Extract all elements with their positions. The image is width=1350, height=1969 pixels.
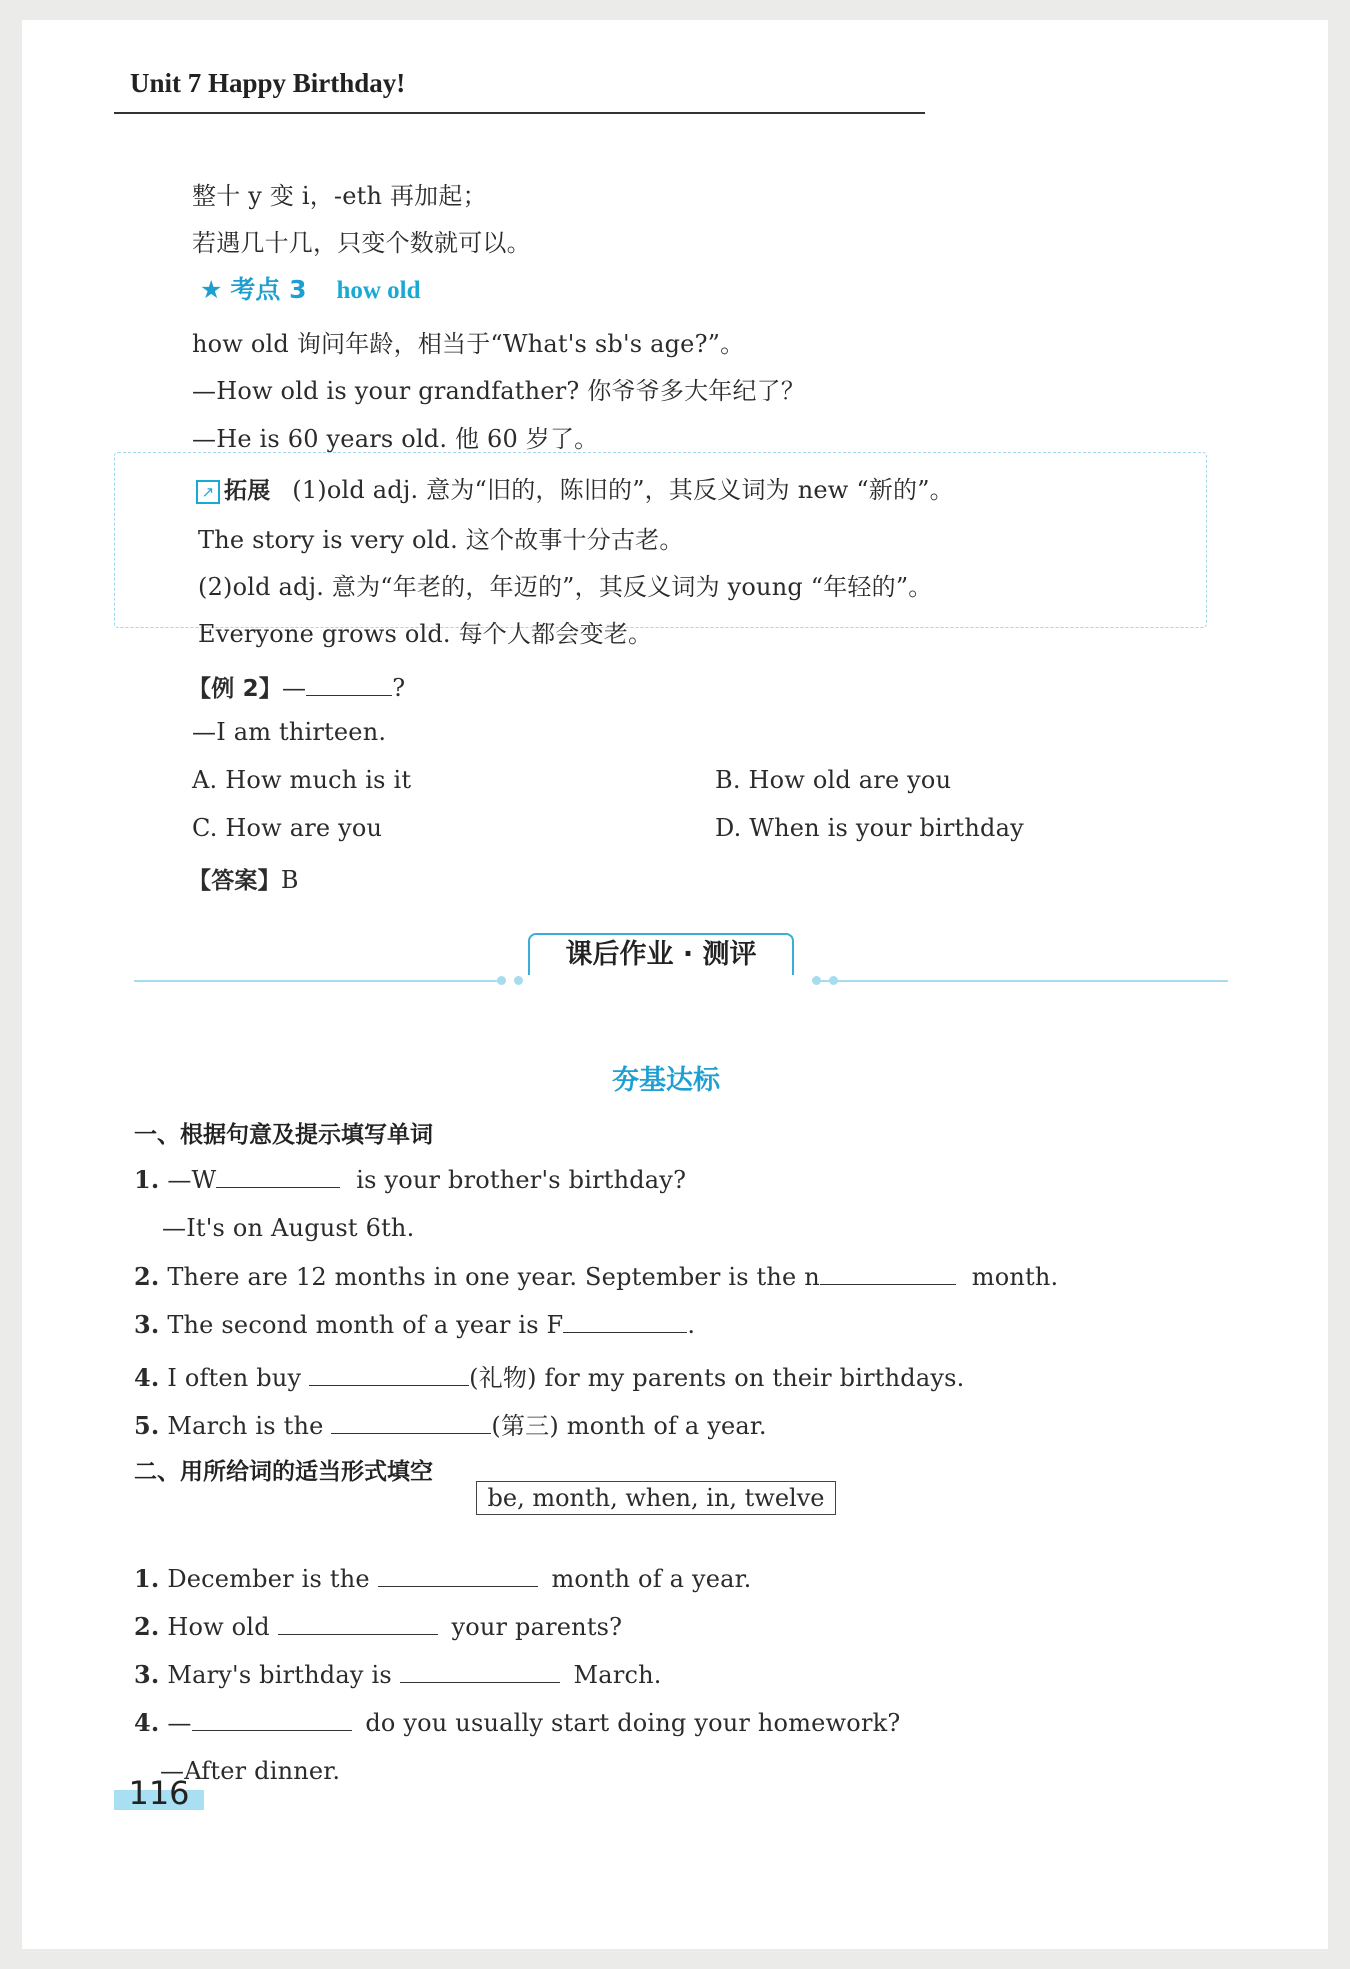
example-answer <box>188 862 299 895</box>
p2-q3-pre: Mary's birthday is <box>167 1661 392 1689</box>
p2-q4-pre: — <box>167 1709 192 1737</box>
part1-heading: 一、根据句意及提示填写单词 <box>134 1122 433 1148</box>
section-dot-right-2 <box>829 976 838 985</box>
p1-q2 <box>134 1262 1058 1291</box>
p1-q2-num: 2. <box>134 1262 160 1291</box>
star-icon: ★ <box>200 275 223 304</box>
section-title: 课后作业 · 测评 <box>528 933 794 975</box>
option-a[interactable]: A. How much is it <box>192 766 412 794</box>
p2-q1-num: 1. <box>134 1564 160 1593</box>
kaodian-label: 考点 3 <box>230 275 307 304</box>
extension-label: 拓展 <box>224 478 271 504</box>
extend-arrow-icon: ↗ <box>196 480 220 504</box>
answer-value: B <box>280 866 299 894</box>
p2-q2-blank[interactable] <box>278 1612 438 1635</box>
p1-q5 <box>134 1406 767 1441</box>
p1-q1-blank[interactable] <box>216 1165 340 1188</box>
word-bank: be, month, when, in, twelve <box>476 1481 836 1515</box>
option-b[interactable]: B. How old are you <box>715 766 952 794</box>
p1-q2-post: month. <box>971 1263 1059 1291</box>
part2-heading: 二、用所给词的适当形式填空 <box>134 1459 433 1485</box>
section-line-right <box>818 980 1228 982</box>
p2-q2-pre: How old <box>167 1613 270 1641</box>
explain-line-1: how old 询问年龄，相当于“What's sb's age?”。 <box>192 330 745 358</box>
p2-q3-post: March. <box>573 1661 662 1689</box>
option-c[interactable]: C. How are you <box>192 814 383 842</box>
p2-q4-reply: —After dinner. <box>160 1757 341 1785</box>
p1-q3-num: 3. <box>134 1310 160 1339</box>
extension-line-3: (2)old adj. 意为“年老的，年迈的”，其反义词为 young “年轻的”。 <box>198 573 933 601</box>
explain-line-2: —How old is your grandfather? 你爷爷多大年纪了？ <box>192 377 806 405</box>
example-dash: — <box>282 674 307 702</box>
p1-q3-pre: The second month of a year is F <box>167 1311 564 1339</box>
p1-q3-blank[interactable] <box>563 1310 687 1333</box>
example-question <box>188 670 405 703</box>
p1-q4-num: 4. <box>134 1363 160 1392</box>
section-subtitle: 夯基达标 <box>612 1065 720 1096</box>
unit-header: Unit 7 Happy Birthday! <box>130 68 406 98</box>
section-dot-right <box>812 976 821 985</box>
p1-q3-post: . <box>687 1311 696 1339</box>
p1-q4 <box>134 1358 964 1393</box>
example-qmark: ? <box>392 674 406 702</box>
p2-q3-num: 3. <box>134 1660 160 1689</box>
p1-q1-num: 1. <box>134 1165 160 1194</box>
section-dot-left <box>497 976 506 985</box>
p1-q5-post: (第三) month of a year. <box>491 1412 767 1440</box>
header-rule <box>114 112 925 114</box>
p1-q1-reply: —It's on August 6th. <box>162 1214 415 1242</box>
p2-q4 <box>134 1708 900 1737</box>
p2-q2 <box>134 1612 622 1641</box>
p2-q3-blank[interactable] <box>400 1660 560 1683</box>
p1-q1 <box>134 1165 686 1194</box>
p1-q3 <box>134 1310 695 1339</box>
p1-q5-num: 5. <box>134 1411 160 1440</box>
p2-q1-post: month of a year. <box>551 1565 752 1593</box>
p1-q4-pre: I often buy <box>167 1364 302 1392</box>
p2-q4-num: 4. <box>134 1708 160 1737</box>
extension-line-4: Everyone grows old. 每个人都会变老。 <box>198 620 653 648</box>
p1-q2-blank[interactable] <box>820 1262 956 1285</box>
rhyme-line-1: 整十 y 变 i，-eth 再加起； <box>192 182 487 210</box>
rhyme-line-2: 若遇几十几，只变个数就可以。 <box>192 229 531 257</box>
explain-line-3: —He is 60 years old. 他 60 岁了。 <box>192 425 599 453</box>
p1-q2-pre: There are 12 months in one year. September is the n <box>167 1263 820 1291</box>
p1-q1-pre: —W <box>167 1166 217 1194</box>
p2-q3 <box>134 1660 662 1689</box>
p2-q1 <box>134 1564 751 1593</box>
p1-q4-post: (礼物) for my parents on their birthdays. <box>469 1364 965 1392</box>
p2-q2-post: your parents? <box>451 1613 623 1641</box>
section-dot-left-2 <box>514 976 523 985</box>
kaodian-heading <box>200 270 421 306</box>
page-number: 116 <box>128 1774 190 1812</box>
p1-q5-blank[interactable] <box>331 1411 491 1434</box>
p2-q2-num: 2. <box>134 1612 160 1641</box>
answer-tag: 【答案】 <box>188 868 281 894</box>
extension-line-2: The story is very old. 这个故事十分古老。 <box>198 526 684 554</box>
p2-q4-blank[interactable] <box>192 1708 352 1731</box>
p2-q1-blank[interactable] <box>378 1564 538 1587</box>
example-tag: 【例 2】 <box>188 676 283 702</box>
example-blank[interactable] <box>306 673 392 696</box>
example-reply: —I am thirteen. <box>192 718 387 746</box>
kaodian-topic: how old <box>336 277 421 304</box>
extension-text-1: (1)old adj. 意为“旧的，陈旧的”，其反义词为 new “新的”。 <box>292 476 954 504</box>
p2-q1-pre: December is the <box>167 1565 370 1593</box>
section-line-left <box>134 980 504 982</box>
p1-q4-blank[interactable] <box>309 1363 469 1386</box>
option-d[interactable]: D. When is your birthday <box>715 814 1024 842</box>
p1-q1-post: is your brother's birthday? <box>356 1166 687 1194</box>
p2-q4-post: do you usually start doing your homework? <box>365 1709 901 1737</box>
extension-line-1 <box>196 470 954 505</box>
p1-q5-pre: March is the <box>167 1412 324 1440</box>
